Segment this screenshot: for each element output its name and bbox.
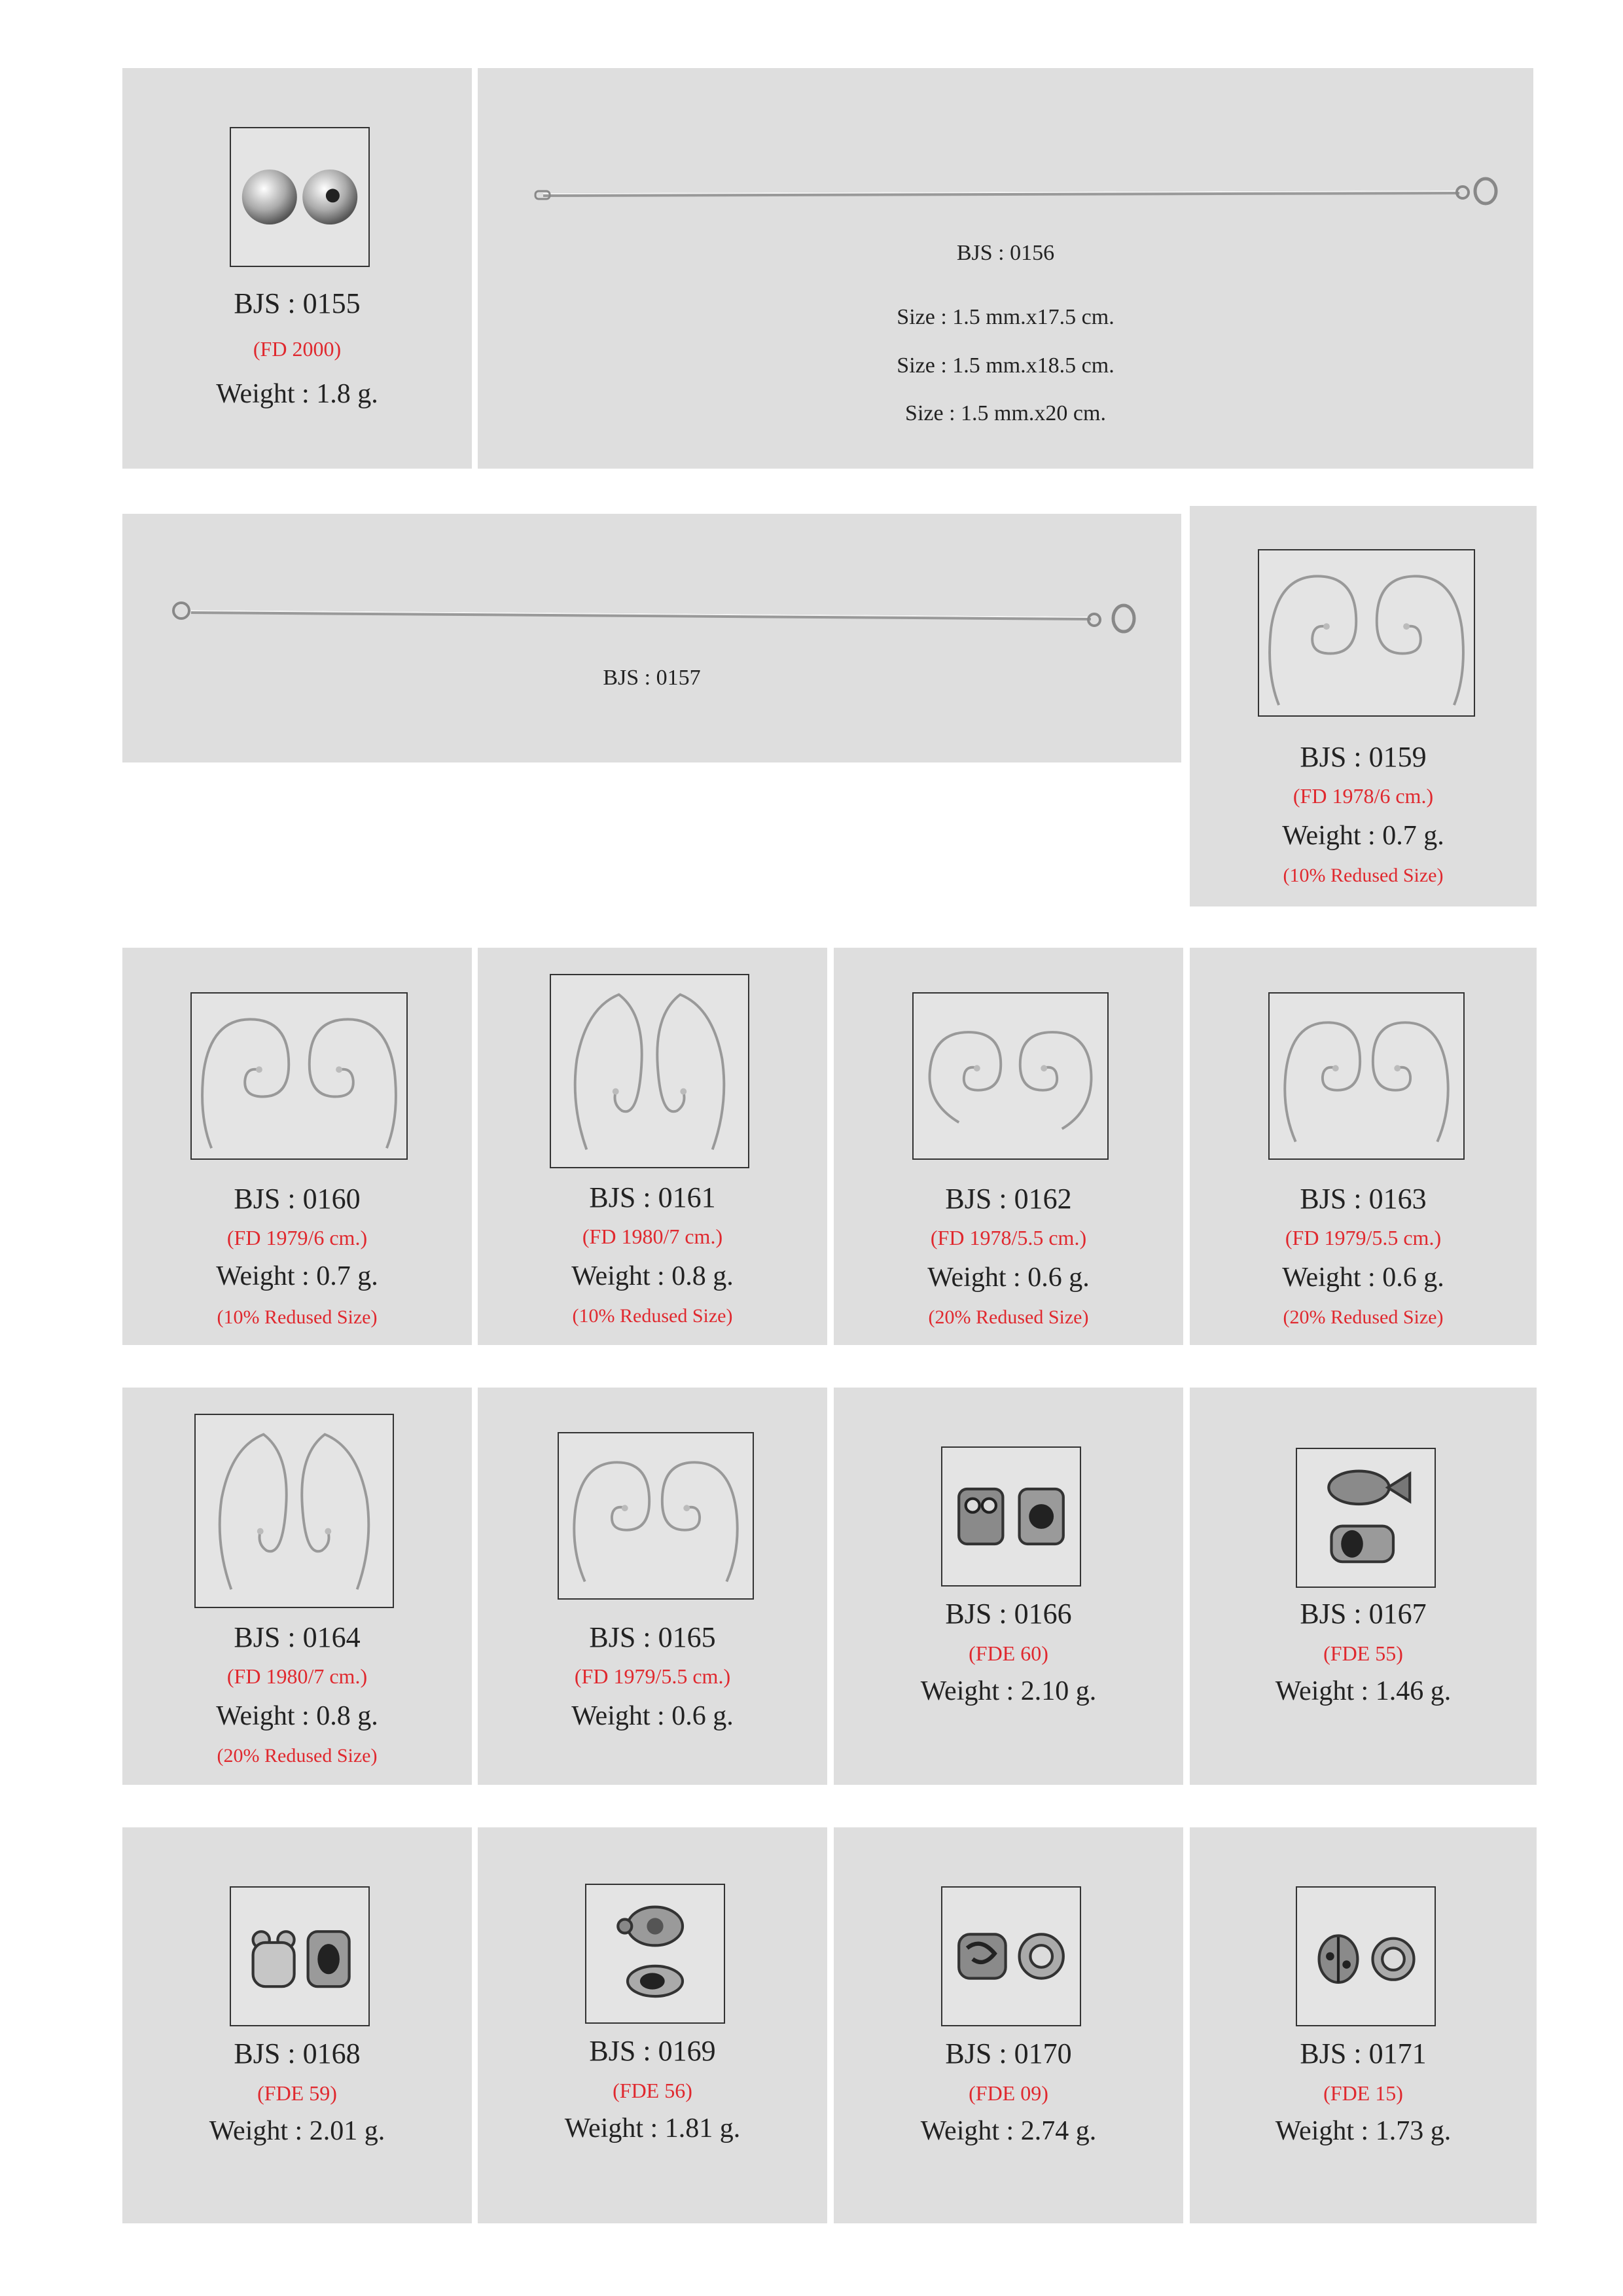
spiral-earwire-icon: [1259, 550, 1474, 715]
product-code: BJS : 0164: [234, 1621, 361, 1653]
product-code: BJS : 0162: [945, 1183, 1072, 1215]
product-card-0170: [834, 1827, 1183, 2223]
spiral-earwire-icon: [914, 994, 1107, 1158]
spiral-earwire-icon: [559, 1433, 753, 1598]
product-code: BJS : 0170: [945, 2037, 1072, 2070]
product-code: BJS : 0169: [589, 2035, 716, 2067]
product-code: BJS : 0171: [1300, 2037, 1427, 2070]
size-note: (10% Redused Size): [1283, 865, 1444, 886]
product-ref: (FD 1979/5.5 cm.): [574, 1664, 731, 1688]
product-ref: (FD 1978/6 cm.): [1293, 784, 1434, 808]
product-code: BJS : 0160: [234, 1183, 361, 1215]
product-card-0161: [478, 948, 827, 1345]
product-ref: (FDE 56): [613, 2079, 692, 2102]
product-ref: (FDE 60): [969, 1641, 1048, 1665]
spiral-earwire-icon: [192, 994, 406, 1158]
product-code: BJS : 0168: [234, 2037, 361, 2070]
product-ref: (FD 1978/5.5 cm.): [930, 1226, 1087, 1249]
product-ref: (FD 1979/5.5 cm.): [1285, 1226, 1442, 1249]
product-ref: (FDE 09): [969, 2081, 1048, 2105]
product-weight: Weight : 0.6 g.: [1282, 1263, 1444, 1293]
product-weight: Weight : 1.8 g.: [216, 379, 378, 409]
product-card-0167: [1190, 1388, 1537, 1785]
product-photo: [190, 992, 408, 1160]
product-ref: (FD 2000): [253, 337, 342, 361]
product-weight: Weight : 0.6 g.: [571, 1701, 734, 1731]
product-photo: [1296, 1448, 1436, 1588]
product-card-0156: [478, 68, 1533, 469]
product-photo: [1268, 992, 1465, 1160]
product-card-0162: [834, 948, 1183, 1345]
size-option: Size : 1.5 mm.x18.5 cm.: [897, 353, 1115, 378]
product-code: BJS : 0156: [956, 241, 1055, 265]
snake-chain-icon: [530, 173, 1499, 219]
product-card-0168: [122, 1827, 472, 2223]
product-ref: (FD 1980/7 cm.): [582, 1225, 723, 1248]
product-code: BJS : 0157: [603, 666, 701, 690]
size-note: (20% Redused Size): [928, 1306, 1089, 1328]
product-weight: Weight : 1.81 g.: [564, 2113, 741, 2144]
product-photo: [194, 1414, 394, 1608]
spiral-earwire-icon: [1270, 994, 1463, 1158]
patterned-bead-icon: [942, 1888, 1080, 2025]
product-code: BJS : 0159: [1300, 741, 1427, 773]
product-photo: [550, 974, 749, 1168]
product-photo: [912, 992, 1109, 1160]
product-card-0169: [478, 1827, 827, 2223]
product-weight: Weight : 1.46 g.: [1275, 1676, 1452, 1706]
product-card-0166: [834, 1388, 1183, 1785]
product-code: BJS : 0167: [1300, 1598, 1427, 1630]
product-ref: (FDE 55): [1323, 1641, 1403, 1665]
product-card-0165: [478, 1388, 827, 1785]
product-photo: [230, 1886, 370, 2026]
product-code: BJS : 0165: [589, 1621, 716, 1653]
fish-bead-icon: [1297, 1449, 1435, 1587]
product-card-0163: [1190, 948, 1537, 1345]
snake-chain-icon: [162, 592, 1143, 645]
product-photo: [558, 1432, 754, 1600]
product-weight: Weight : 2.01 g.: [209, 2116, 385, 2146]
product-photo: [1258, 549, 1475, 717]
size-note: (20% Redused Size): [217, 1745, 378, 1767]
product-photo: [941, 1886, 1081, 2026]
size-note: (10% Redused Size): [572, 1305, 733, 1327]
product-photo: [941, 1446, 1081, 1587]
owl-bead-icon: [942, 1448, 1080, 1585]
ladybug-bead-icon: [1297, 1888, 1435, 2025]
product-ref: (FD 1980/7 cm.): [226, 1664, 368, 1688]
product-code: BJS : 0166: [945, 1598, 1072, 1630]
product-code: BJS : 0161: [589, 1181, 716, 1213]
marquise-earwire-icon: [196, 1415, 393, 1607]
product-weight: Weight : 0.8 g.: [571, 1261, 734, 1291]
product-photo: [1296, 1886, 1436, 2026]
product-weight: Weight : 0.7 g.: [216, 1261, 378, 1291]
product-weight: Weight : 0.7 g.: [1282, 821, 1444, 851]
product-ref: (FD 1979/6 cm.): [226, 1226, 368, 1249]
product-card-0164: [122, 1388, 472, 1785]
product-card-0157: [122, 514, 1181, 762]
product-weight: Weight : 2.10 g.: [920, 1676, 1097, 1706]
size-note: (20% Redused Size): [1283, 1306, 1444, 1328]
size-option: Size : 1.5 mm.x17.5 cm.: [897, 305, 1115, 329]
size-option: Size : 1.5 mm.x20 cm.: [905, 401, 1106, 425]
marquise-earwire-icon: [551, 975, 748, 1167]
product-code: BJS : 0155: [234, 287, 361, 319]
product-photo: [230, 127, 370, 267]
product-weight: Weight : 2.74 g.: [920, 2116, 1097, 2146]
product-weight: Weight : 1.73 g.: [1275, 2116, 1452, 2146]
turtle-bead-icon: [586, 1885, 724, 2022]
product-ref: (FDE 59): [257, 2081, 337, 2105]
product-ref: (FDE 15): [1323, 2081, 1403, 2105]
teddy-bead-icon: [231, 1888, 368, 2025]
bead-icon: [231, 128, 368, 266]
product-weight: Weight : 0.8 g.: [216, 1701, 378, 1731]
product-card-0159: [1190, 506, 1537, 906]
product-weight: Weight : 0.6 g.: [927, 1263, 1090, 1293]
size-note: (10% Redused Size): [217, 1306, 378, 1328]
product-card-0160: [122, 948, 472, 1345]
product-code: BJS : 0163: [1300, 1183, 1427, 1215]
product-card-0171: [1190, 1827, 1537, 2223]
product-card-0155: [122, 68, 472, 469]
product-photo: [585, 1884, 725, 2024]
